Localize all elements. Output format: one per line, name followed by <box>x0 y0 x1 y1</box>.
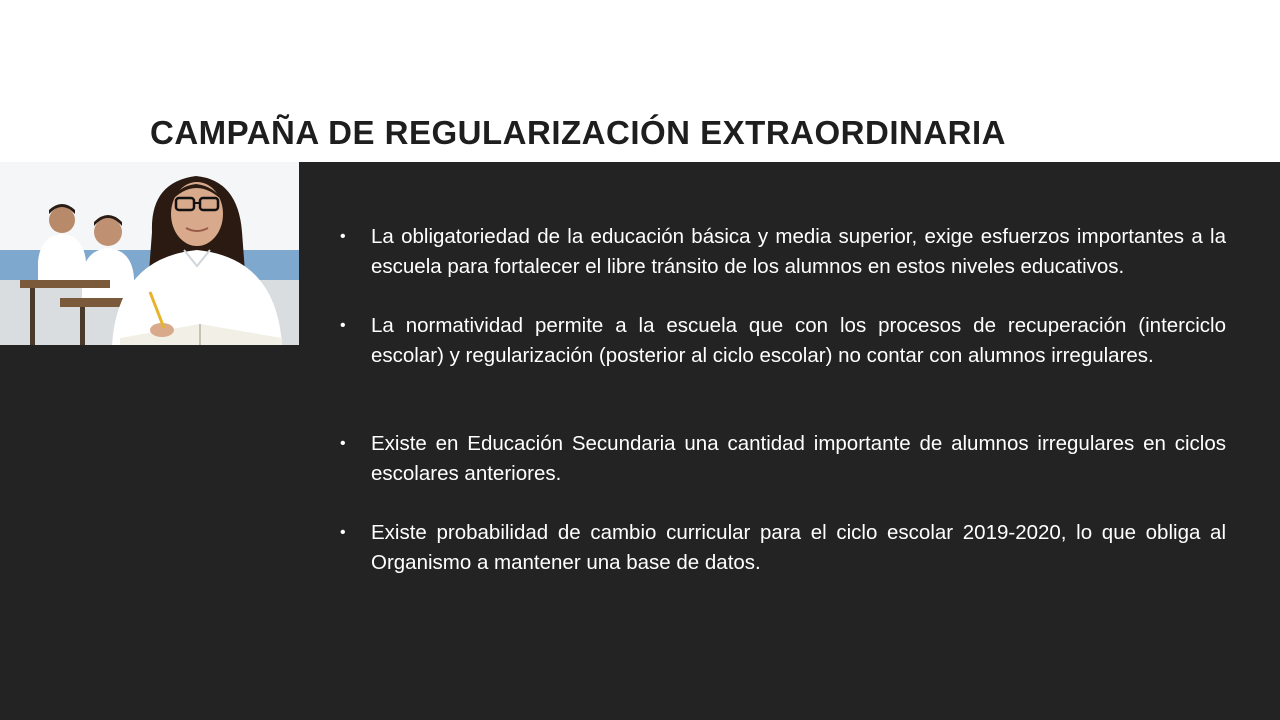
slide-title: CAMPAÑA DE REGULARIZACIÓN EXTRAORDINARIA <box>150 114 1006 151</box>
bullet-item: • Existe en Educación Secundaria una cantidad importante de alumnos irregulares en ciclos escolares anteriores. <box>340 429 1226 488</box>
students-photo <box>0 162 299 345</box>
bullet-item: • Existe probabilidad de cambio curricular para el ciclo escolar 2019-2020, lo que obliga al Organismo a mantener una base de datos. <box>340 518 1226 577</box>
bullet-item: • La normatividad permite a la escuela que con los procesos de recuperación (interciclo escolar) y regularización (posterior al ciclo escolar) no contar con alumnos irregulares. <box>340 311 1226 370</box>
bullet-list <box>340 222 1226 577</box>
bullet-item: • La obligatoriedad de la educación básica y media superior, exige esfuerzos importantes a la escuela para fortalecer el libre tránsito de los alumnos en estos niveles educativos. <box>340 222 1226 281</box>
